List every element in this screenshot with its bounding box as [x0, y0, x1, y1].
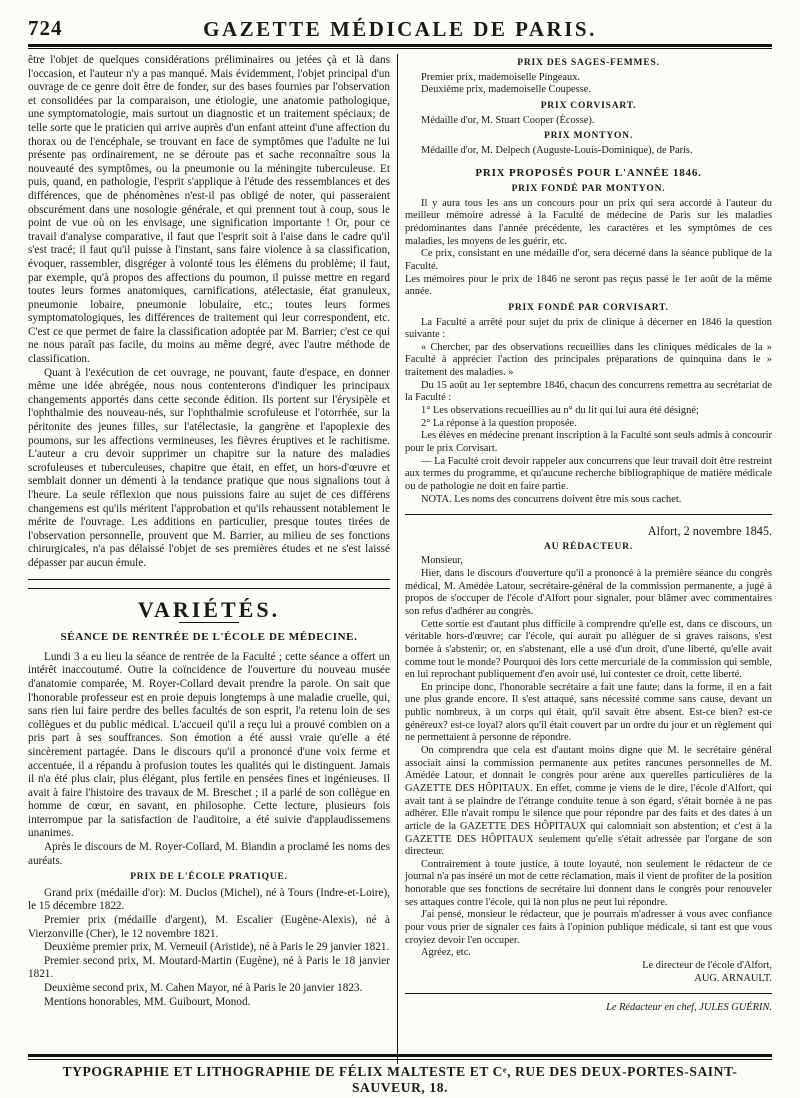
prize-entry: Médaille d'or, M. Stuart Cooper (Écosse). — [421, 114, 595, 126]
paragraph: — La Faculté croit devoir rappeler aux concurrens que leur travail doit être restreint aux termes du programme, et qu'aucune recherche bibliographique de matière médicale ou de pathologie ne doit en faire partie. — [405, 455, 772, 492]
paragraph: La Faculté a arrêté pour sujet du prix de clinique à décerner en 1846 la question suivante : — [405, 316, 772, 341]
letter-paragraph: J'ai pensé, monsieur le rédacteur, que je pourrais m'adresser à vous avec confiance pour vous prier de signaler ces faits à l'opinion publique médicale, si tant est que vous croyiez devoir l'en occuper. — [405, 909, 772, 946]
nota: NOTA. Les noms des concurrens doivent être mis sous cachet. — [421, 493, 682, 505]
prize-heading: PRIX DE L'ÉCOLE PRATIQUE. — [130, 872, 288, 883]
section-heading: PRIX PROPOSÉS POUR L'ANNÉE 1846. — [475, 167, 702, 180]
review-paragraph: Quant à l'exécution de cet ouvrage, ne pouvant, faute d'espace, en donner même une idée abrégée, nous nous contenterons d'indiquer les principaux changements apportés dans cette seconde édition. Ils portent sur l'érysipèle et l'ophthalmie des nouveau-nés, sur l'ophthalmie scrofuleuse et l'otorrhée, sur la péritonite des jeunes filles, sur l'atélectasie, la gangrène et l'apoplexie des poumons, sur les affections vermineuses, les fièvres éruptives et le rachitisme. L'auteur a cru devoir supprimer un chapitre sur la nature des maladies scrofuleuses et tuberculeuses, chapitre que était, en effet, un hors-d'œuvre et semblait donner un démenti à la tendance pratique que nous signalions tout à l'heure. La seule réflexion que nous puissions faire au sujet de ces différens changemens est qu'ils méritent l'approbation et qu'ils rehaussent notablement le mérite de l'ouvrage. Les additions en particulier, presque toutes tirées de l'observation personnelle, prouvent que M. Barrier, au milieu de ses fonctions chirurgicales, n'a pas délaissé l'objet de ses premières études et ne s'est laissé dépasser par aucun émule. — [28, 366, 390, 569]
section-divider — [28, 579, 390, 580]
letter-heading: AU RÉDACTEUR. — [543, 541, 634, 552]
prize-entry: Médaille d'or, M. Delpech (Auguste-Louis-Dominique), de Paris. — [421, 144, 693, 156]
right-column — [405, 54, 772, 1034]
salutation: Monsieur, — [421, 555, 464, 567]
editor-credit: Le Rédacteur en chef, JULES GUÉRIN. — [606, 1002, 772, 1014]
prize-heading: PRIX FONDÉ PAR MONTYON. — [511, 184, 666, 195]
prize-heading: PRIX MONTYON. — [543, 131, 634, 142]
journal-title: GAZETTE MÉDICALE DE PARIS. — [203, 17, 597, 41]
left-column — [28, 54, 390, 1034]
section-divider — [28, 588, 390, 589]
footer-rule-thick — [28, 1054, 772, 1057]
letter-paragraph: On comprendra que cela est d'autant moins digne que M. le secrétaire général associait ainsi la commission permanente aux petites rancunes personnelles de M. Amédée Latour, et donnait le congrès pour arène aux querelles particulières de la GAZETTE DES HÔPITAUX. En effet, comme je viens de le dire, l'école d'Alfort, qui avait tant à se plaindre de l'étrange conduite tenue à son égard, s'était bornée à ne pas adhérer. Elle n'avait rompu le silence que pour répondre par des faits et des dates à un article de la GAZETTE DES HÔPITAUX qui calomniait son abstention; et c'est à la GAZETTE DES HÔPITAUX seulement qu'elle s'était adressée par l'organe de son directeur. — [405, 745, 772, 858]
paragraph: 1° Les observations recueillies au n° du lit qui lui aura été désigné; — [421, 405, 699, 417]
prize-heading: PRIX CORVISART. — [540, 100, 637, 111]
section-divider — [405, 993, 772, 994]
section-heading-varietes: VARIÉTÉS. — [137, 596, 281, 622]
prize-entry: Deuxième premier prix, M. Verneuil (Aristide), né à Paris le 29 janvier 1821. — [44, 941, 390, 954]
prize-entry: Premier prix, mademoiselle Pingeaux. — [421, 71, 580, 83]
article-paragraph: Lundi 3 a eu lieu la séance de rentrée de la Faculté ; cette séance a offert un intérêt inaccoutumé. Outre la coïncidence de l'ouverture du nouveau musée d'anatomie comparée, M. Royer-Collard devait prendre la parole. On sait que l'honorable professeur est en proie depuis longtemps à une maladie cruelle, qui, sans rien lui faire perdre des belles facultés de son esprit, l'a retenu loin de ses collègues et du public médical. L'accueil qu'il a reçu lui a prouvé combien on a pris part à ses souffrances. Son émotion a été aussi vraie qu'elle a été sincèrement partagée. Dans le discours qu'il a prononcé d'une voix ferme et accentuée, il a répandu à profusion toutes les qualités qui le distinguent. Jamais il n'a été plus clair, plus élégant, plus fertile en pensées fines et ingénieuses. Il avait à faire l'histoire des travaux de M. Breschet ; il a parlé de son collègue en homme de cœur, en savant, en philosophe. Cette lecture, plusieurs fois interrompue par la satisfaction de l'auditoire, a été suivie d'applaudissemens unanimes. — [28, 650, 390, 840]
heading-rule — [179, 622, 239, 623]
prize-entry: Grand prix (médaille d'or): M. Duclos (Michel), né à Tours (Indre-et-Loire), le 15 décembre 1822. — [28, 886, 390, 913]
letter-dateline: Alfort, 2 novembre 1845. — [647, 524, 772, 539]
prize-entry: Deuxième prix, mademoiselle Coupesse. — [421, 84, 591, 96]
header-rule-thin — [28, 48, 772, 49]
quote: « Chercher, par des observations recueillies dans les cliniques médicales de la » Faculté à apprécier l'action des principales préparations de quinquina dans le » traitement des maladies. » — [405, 341, 772, 379]
prize-entry: Mentions honorables, MM. Guibourt, Monod. — [44, 995, 251, 1008]
prize-heading: PRIX FONDÉ PAR CORVISART. — [508, 302, 669, 313]
review-paragraph: être l'objet de quelques considérations préliminaires ou jetées çà et là dans l'occasion, et l'auteur n'y a pas manqué. Mais évidemment, l'objet principal d'un ouvrage de ce genre doit être de fonder, sur des bases fournies par l'observation et consolidées par la comparaison, une étiologie, une anatomie pathologique, une symptomatologie, mais surtout un diagnostic et un traitement spéciaux; de telle sorte que le praticien qui arrive auprès d'un enfant atteint d'une affection du thorax ou de l'encéphale, se trouvant en face de symptômes que l'adulte ne lui présente pas ordinairement, ne se déroute pas et sache reconnaître sous la nouveauté des symptômes, ou la pneumonie ou la méningite tuberculeuse. Et puis, quand, en pathologie, l'esprit s'applique à l'étude des ressemblances et des différences, que de phénomènes n'est-il pas obligé de noter, qui passeraient obscurément dans une nosologie générale, et qui prennent tout à coup, sous le point de vue où on les envisage, une signification importante ! Or, pour ce travail d'analyse comparative, il faut que l'esprit soit à l'aise dans le cadre qu'il s'est tracé; il faut qu'il puisse à l'instant, sans faire violence à sa classification, évoquer, rassembler, disgréger à volonté tous les élémens du problème; il faut, par exemple, qu'à propos des affections du poumon, il puisse mettre en regard toutes leurs formes anatomiques, carnifications, atélectasie, état granuleux, pneumonie lobaire, pneumonie lobulaire, etc.; toutes leurs formes symptomatologiques, les différences de traitement qui leur correspondent, etc. C'est ce que permet de faire la classification adoptée par M. Barrier; c'est ce qui ne nous paraît pas facile, du moins au même degré, avec l'autre méthode de classification. — [28, 54, 390, 366]
letter-paragraph: Contrairement à toute justice, à toute loyauté, non seulement le rédacteur de ce journal n'a pas inséré un mot de cette réclamation, mais il vient de profiter de la position honorable que ses fonctions de secrétaire lui donnent dans le congrès pour renouveler ses attaques contre l'école, qui là non plus ne peut lui répondre. — [405, 858, 772, 908]
paragraph: Les élèves en médecine prenant inscription à la Faculté sont seuls admis à concourir pour le prix Corvisart. — [405, 430, 772, 454]
paragraph: 2° La réponse à la question proposée. — [421, 417, 577, 429]
page-header — [28, 14, 772, 48]
letter-paragraph: Hier, dans le discours d'ouverture qu'il a prononcé à la première séance du congrès médical, M. Amédée Latour, secrétaire-général de la commission permanente, a jugé à propos de s'occuper de l'école d'Alfort pour signaler, pour blâmer avec commentaires son refus d'adhérer au congrès. — [405, 568, 772, 617]
paragraph: Il y aura tous les ans un concours pour un prix qui sera accordé à l'auteur du meilleur mémoire adressé à la Faculté de médecine de Paris sur les maladies prédominantes dans l'année précédente, les caractères et les symptômes de ces maladies, les moyens de les guérir, etc. — [405, 197, 772, 247]
signature-title: Le directeur de l'école d'Alfort, — [642, 959, 772, 971]
prize-entry: Premier prix (médaille d'argent), M. Escalier (Eugène-Alexis), né à Vierzonville (Cher), le 12 novembre 1821. — [28, 914, 390, 940]
article-heading: SÉANCE DE RENTRÉE DE L'ÉCOLE DE MÉDECINE. — [60, 631, 358, 644]
article-paragraph: Après le discours de M. Royer-Collard, M. Blandin a proclamé les noms des auréats. — [28, 841, 390, 867]
footer-rule-thin — [28, 1059, 772, 1060]
signature-name: AUG. ARNAULT. — [694, 972, 772, 984]
prize-heading: PRIX DES SAGES-FEMMES. — [517, 58, 660, 68]
letter-paragraph: Cette sortie est d'autant plus difficile à comprendre qu'elle est, dans ce discours, un véritable hors-d'œuvre; car l'école, qui aurait pu alléguer de si graves raisons, s'est bornée à s'abstenir; or, en s'abstenant, elle a usé d'un droit, d'une liberté, qu'elle avait comme tout le monde? Pourquoi dès lors cette mercuriale de la commission qui semble, en lui reprochant publiquement d'en avoir usé, lui contester ce droit, cette liberté. — [405, 618, 772, 681]
section-divider — [405, 514, 772, 515]
paragraph: Du 15 août au 1er septembre 1846, chacun des concurrens remettra au secrétariat de la Faculté : — [405, 379, 772, 404]
header-rule-thick — [28, 44, 772, 47]
letter-paragraph: En principe donc, l'honorable secrétaire a fait une faute; dans la forme, il en a fait une plus grande encore. Il s'est attaqué, sans nécessité comme sans cause, devant un public nombreux, à un corps qui était, qu'il savait être absent. Est-ce bien? est-ce généreux? est-ce loyal? alors qu'il était couvert par un ordre du jour et un règlement qui ne permettaient à personne de répondre. — [405, 681, 772, 744]
column-divider — [397, 54, 398, 1064]
paragraph: Les mémoires pour le prix de 1846 ne seront pas reçus passé le 1er août de la même année. — [405, 273, 772, 298]
prize-entry: Premier second prix, M. Moutard-Martin (Eugène), né à Paris le 18 janvier 1821. — [28, 954, 390, 981]
page-number: 724 — [28, 16, 63, 40]
paragraph: Ce prix, consistant en une médaille d'or, sera décerné dans la séance publique de la Faculté. — [405, 248, 772, 272]
closing: Agréez, etc. — [421, 947, 471, 959]
printer-imprint: TYPOGRAPHIE ET LITHOGRAPHIE DE FÉLIX MALTESTE ET Cᵉ, RUE DES DEUX-PORTES-SAINT-SAUVEUR, 18. — [62, 1064, 738, 1095]
prize-entry: Deuxième second prix, M. Cahen Mayor, né à Paris le 20 janvier 1823. — [44, 982, 363, 994]
